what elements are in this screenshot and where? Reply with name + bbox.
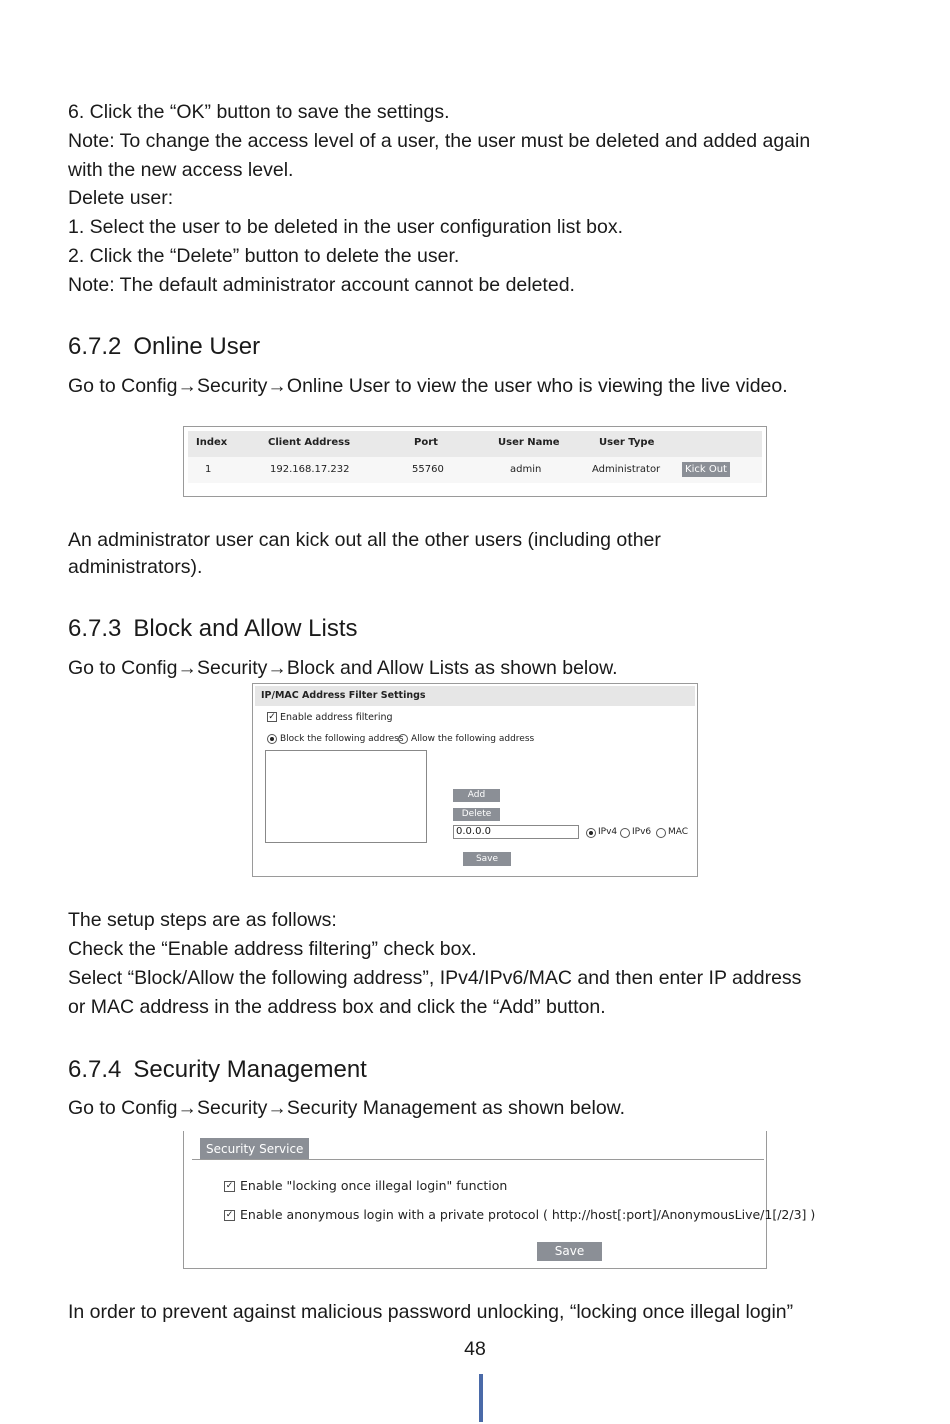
filter-panel-title: IP/MAC Address Filter Settings: [261, 690, 426, 701]
delete-user-heading: Delete user:: [68, 187, 174, 209]
note-access-level: Note: To change the access level of a user, the user must be deleted and added again: [68, 130, 811, 152]
enable-filtering-checkbox[interactable]: ✓: [268, 712, 276, 722]
locking-explanation: In order to prevent against malicious password unlocking, “locking once illegal login”: [68, 1301, 794, 1323]
security-save-button[interactable]: Save: [537, 1242, 602, 1261]
locking-option-label: Enable "locking once illegal login" function: [240, 1178, 508, 1193]
security-service-tab[interactable]: Security Service: [200, 1138, 309, 1160]
col-port: Port: [414, 437, 438, 448]
ipv4-radio[interactable]: [586, 828, 596, 838]
note-access-level-cont: with the new access level.: [68, 159, 294, 181]
security-service-screenshot: [183, 1131, 816, 1269]
cell-index: 1: [205, 464, 212, 475]
block-radio-label: Block the following address: [280, 734, 404, 744]
ipv6-radio[interactable]: [620, 828, 630, 838]
section-heading-block-allow: 6.7.3 Block and Allow Lists: [68, 615, 358, 642]
online-user-screenshot: [183, 426, 767, 497]
col-user-name: User Name: [498, 437, 560, 448]
cell-port: 55760: [412, 464, 444, 475]
mac-radio[interactable]: [656, 828, 666, 838]
address-input[interactable]: 0.0.0.0: [453, 825, 579, 839]
locking-checkbox[interactable]: ✓: [225, 1181, 234, 1191]
mac-label: MAC: [668, 827, 689, 837]
anonymous-login-label: Enable anonymous login with a private protocol ( http://host[:port]/AnonymousLive/1[/2/3] ): [240, 1207, 816, 1222]
enable-filtering-label: Enable address filtering: [280, 712, 393, 723]
block-allow-intro: Go to Config→Security→Block and Allow Lists as shown below.: [68, 657, 618, 679]
allow-radio[interactable]: [398, 734, 408, 744]
address-list-box[interactable]: [265, 750, 427, 843]
setup-step-check: Check the “Enable address filtering” check box.: [68, 938, 477, 960]
ipv6-label: IPv6: [632, 827, 652, 837]
allow-radio-label: Allow the following address: [411, 734, 535, 744]
ipv4-label: IPv4: [598, 827, 618, 837]
delete-step-1: 1. Select the user to be deleted in the user configuration list box.: [68, 216, 624, 238]
page-marker-bar: [479, 1374, 483, 1422]
section-heading-security-mgmt: 6.7.4 Security Management: [68, 1056, 367, 1083]
filter-save-button[interactable]: Save: [463, 852, 511, 866]
delete-button[interactable]: Delete: [453, 808, 500, 821]
col-user-type: User Type: [599, 437, 655, 448]
add-button[interactable]: Add: [453, 789, 500, 802]
address-filter-screenshot: [252, 683, 698, 877]
kick-out-button[interactable]: Kick Out: [682, 462, 730, 477]
anonymous-login-checkbox[interactable]: ✓: [225, 1210, 234, 1220]
cell-user-name: admin: [510, 464, 542, 475]
page-number: 48: [464, 1338, 486, 1360]
col-index: Index: [196, 437, 228, 448]
cell-client-address: 192.168.17.232: [270, 464, 350, 475]
note-default-admin: Note: The default administrator account cannot be deleted.: [68, 274, 575, 296]
setup-step-select-cont: or MAC address in the address box and click the “Add” button.: [68, 996, 606, 1018]
setup-step-select: Select “Block/Allow the following address”, IPv4/IPv6/MAC and then enter IP address: [68, 967, 802, 989]
section-heading-online-user: 6.7.2 Online User: [68, 333, 261, 360]
kick-out-explanation-cont: administrators).: [68, 556, 203, 578]
cell-user-type: Administrator: [592, 464, 661, 475]
setup-steps-heading: The setup steps are as follows:: [68, 909, 337, 931]
step-6-text: 6. Click the “OK” button to save the settings.: [68, 101, 450, 123]
col-client-address: Client Address: [268, 437, 351, 448]
block-radio[interactable]: [267, 734, 277, 744]
security-mgmt-intro: Go to Config→Security→Security Management as shown below.: [68, 1097, 626, 1119]
kick-out-explanation: An administrator user can kick out all the other users (including other: [68, 529, 661, 551]
online-user-intro: Go to Config→Security→Online User to view the user who is viewing the live video.: [68, 375, 788, 397]
delete-step-2: 2. Click the “Delete” button to delete the user.: [68, 245, 460, 267]
